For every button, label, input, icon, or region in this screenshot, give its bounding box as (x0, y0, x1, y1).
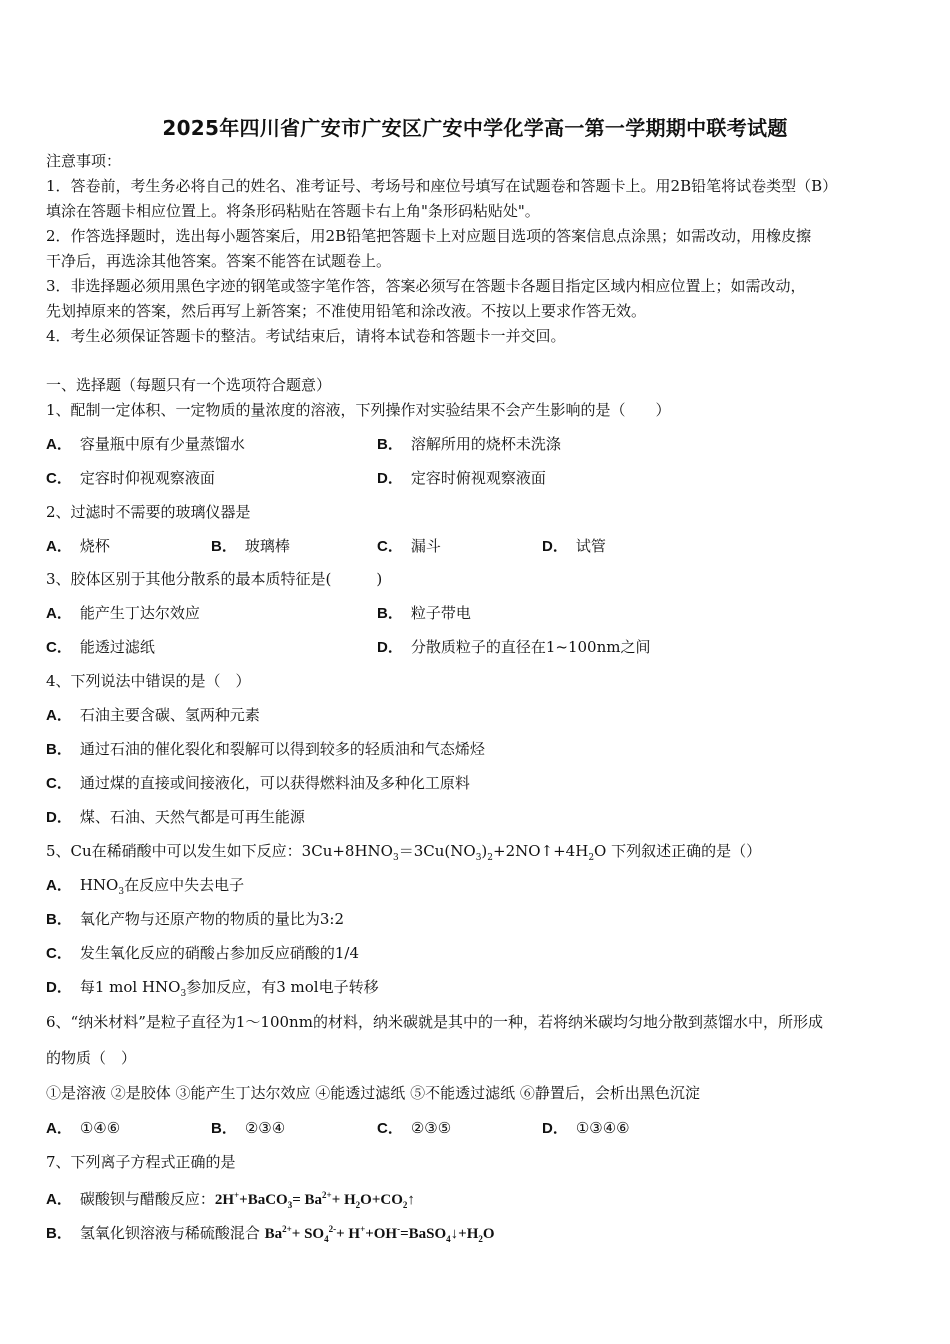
q2-option-a: A． 烧杯 (46, 537, 110, 555)
notice-heading: 注意事项： (46, 152, 122, 170)
q7-option-a: A． 碳酸钡与醋酸反应：2H++BaCO$_3$= $Ba^{2+}+$ $H_2O+CO_2↑$ (46, 1190, 415, 1210)
q4-option-d: D． 煤、石油、天然气都是可再生能源 (46, 808, 305, 826)
q3-option-c: C． 能透过滤纸 (46, 638, 155, 656)
q1-option-c: C． 定容时仰视观察液面 (46, 469, 215, 487)
question-6-stem: 6、“纳米材料”是粒子直径为1～100nm的材料，纳米碳就是其中的一种，若将纳米碳均匀地分散到蒸馏水中，所形成 (46, 1013, 823, 1031)
section-heading: 一、选择题（每题只有一个选项符合题意） (46, 376, 332, 394)
q3-option-b: B． 粒子带电 (377, 604, 471, 622)
q4-option-c: C． 通过煤的直接或间接液化，可以获得燃料油及多种化工原料 (46, 774, 470, 792)
question-5-stem: 5、Cu在稀硝酸中可以发生如下反应：$3Cu+8HNO_3=3Cu(NO_3)_2+2NO↑+4H_2O$ 下列叙述正确的是（） (46, 842, 762, 863)
q1-option-d: D． 定容时俯视观察液面 (377, 469, 546, 487)
notice-line: 干净后，再选涂其他答案。答案不能答在试题卷上。 (46, 252, 392, 270)
q2-option-c: C． 漏斗 (377, 537, 441, 555)
page-title: 2025年四川省广安市广安区广安中学化学高一第一学期期中联考试题 (162, 116, 788, 140)
q3-option-a: A． 能产生丁达尔效应 (46, 604, 200, 622)
q5-option-b: B． 氧化产物与还原产物的物质的量比为3:2 (46, 910, 344, 928)
q5-option-a: A． $HNO_3$在反应中失去电子 (46, 876, 245, 897)
q3-option-d: D． 分散质粒子的直径在1~100nm之间 (377, 638, 651, 656)
notice-line: 4．考生必须保证答题卡的整洁。考试结束后，请将本试卷和答题卡一并交回。 (46, 327, 566, 345)
q1-option-b: B． 溶解所用的烧杯未洗涤 (377, 435, 561, 453)
q1-option-a: A． 容量瓶中原有少量蒸馏水 (46, 435, 245, 453)
notice-line: 3．非选择题必须用黑色字迹的钢笔或签字笔作答，答案必须写在答题卡各题目指定区域内相应位置上；如需改动， (46, 277, 806, 295)
question-3-stem: 3、胶体区别于其他分散系的最本质特征是( ) (46, 570, 383, 588)
notice-line: 2．作答选择题时，选出每小题答案后，用2B铅笔把答题卡上对应题目选项的答案信息点涂黑；如需改动，用橡皮擦 (46, 227, 812, 245)
question-2-stem: 2、过滤时不需要的玻璃仪器是 (46, 503, 251, 521)
q6-option-d: D． ①③④⑥ (542, 1119, 630, 1137)
question-6-statements: ①是溶液 ②是胶体 ③能产生丁达尔效应 ④能透过滤纸 ⑤不能透过滤纸 ⑥静置后，会析出黑色沉淀 (46, 1084, 700, 1102)
question-4-stem: 4、下列说法中错误的是（ ） (46, 672, 251, 690)
q7-option-b: B． 氢氧化钡溶液与稀硫酸混合 $Ba^{2+}+ SO_4^{2-}+$ $H^++OH^-=BaSO_4↓+H_2O$ (46, 1224, 495, 1244)
question-6-stem-continued: 的物质（ ） (46, 1049, 137, 1067)
q5-option-d: D． 每1 mol $HNO_3$参加反应，有3 mol电子转移 (46, 978, 379, 999)
notice-line: 1．答卷前，考生务必将自己的姓名、准考证号、考场号和座位号填写在试题卷和答题卡上。用2B铅笔将试卷类型（B） (46, 177, 838, 195)
q4-option-a: A． 石油主要含碳、氢两种元素 (46, 706, 260, 724)
q2-option-b: B． 玻璃棒 (211, 537, 290, 555)
notice-line: 先划掉原来的答案，然后再写上新答案；不准使用铅笔和涂改液。不按以上要求作答无效。 (46, 302, 647, 320)
q6-option-c: C． ②③⑤ (377, 1119, 452, 1137)
q6-option-b: B． ②③④ (211, 1119, 286, 1137)
q6-option-a: A． ①④⑥ (46, 1119, 121, 1137)
question-1-stem: 1、配制一定体积、一定物质的量浓度的溶液，下列操作对实验结果不会产生影响的是（ ） (46, 401, 671, 419)
question-7-stem: 7、下列离子方程式正确的是 (46, 1153, 236, 1171)
notice-line: 填涂在答题卡相应位置上。将条形码粘贴在答题卡右上角"条形码粘贴处"。 (46, 202, 540, 220)
q2-option-d: D． 试管 (542, 537, 606, 555)
q4-option-b: B． 通过石油的催化裂化和裂解可以得到较多的轻质油和气态烯烃 (46, 740, 485, 758)
q5-option-c: C． 发生氧化反应的硝酸占参加反应硝酸的1/4 (46, 944, 359, 962)
